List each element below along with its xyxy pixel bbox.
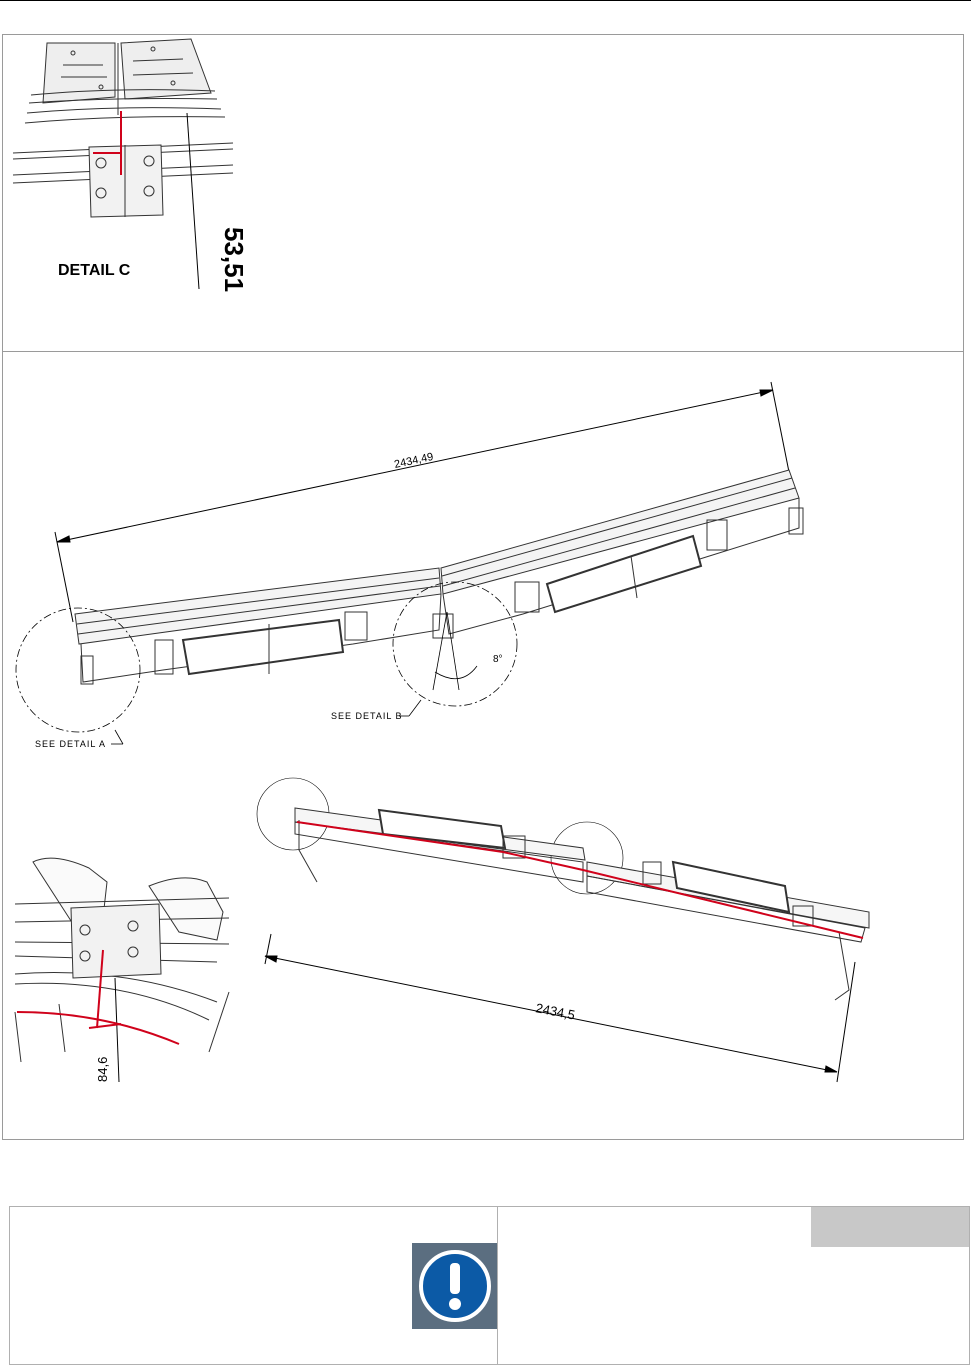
overview-drawing <box>3 352 965 1141</box>
notice-box <box>9 1206 970 1365</box>
detail-b-dimension: 2434,5 <box>534 1000 577 1023</box>
exclamation-icon <box>412 1243 498 1329</box>
notice-icon-panel <box>412 1243 498 1329</box>
left-beam <box>75 568 441 684</box>
notice-header-bar <box>811 1207 969 1247</box>
callout-detail-a: SEE DETAIL A <box>35 739 107 749</box>
detail-a-dimension: 84,6 <box>95 1056 110 1082</box>
callout-detail-b: SEE DETAIL B <box>331 711 403 721</box>
angle-label: 8° <box>493 654 503 665</box>
detail-b-red-line <box>297 822 863 938</box>
header-rule <box>0 0 971 1</box>
dimension-line <box>187 113 199 289</box>
lower-rails <box>13 143 233 217</box>
callout-leaders <box>111 700 421 744</box>
dimension-label: 53,51 <box>219 227 249 293</box>
notice-divider <box>497 1207 498 1364</box>
overview-panel <box>2 351 964 1140</box>
detail-b-drawing <box>295 808 869 1000</box>
detail-c-panel <box>2 34 964 352</box>
detail-c-drawing <box>3 35 965 353</box>
upper-profile <box>25 39 225 123</box>
detail-c-title: DETAIL C <box>58 262 131 279</box>
overall-dimension-label: 2434,49 <box>393 450 435 471</box>
detail-b-circle <box>393 582 517 706</box>
detail-a-drawing <box>15 858 229 1082</box>
right-beam <box>433 470 803 638</box>
